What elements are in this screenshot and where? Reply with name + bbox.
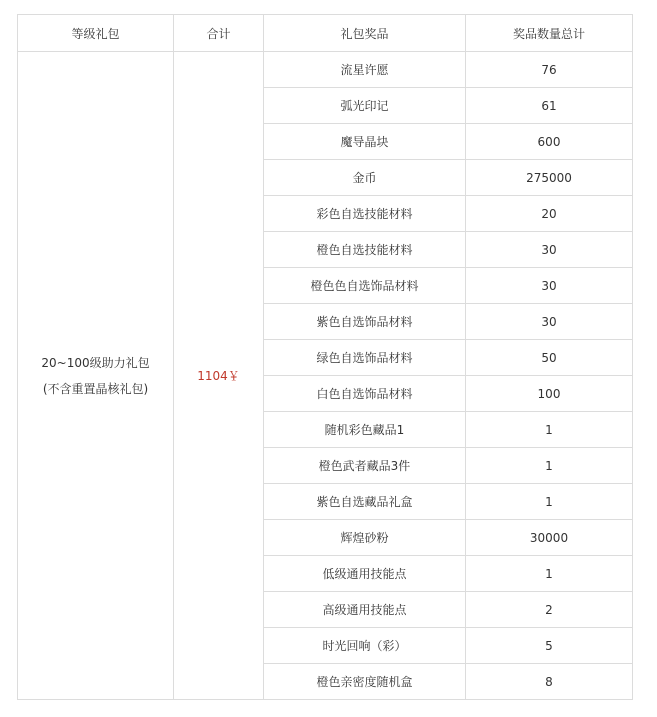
item-name: 紫色自选饰品材料 xyxy=(264,304,466,340)
pack-name: 20~100级助力礼包 xyxy=(41,355,150,370)
item-quantity: 2 xyxy=(466,592,633,628)
header-pack-items: 礼包奖品 xyxy=(264,15,466,52)
item-quantity: 100 xyxy=(466,376,633,412)
item-name: 时光回响（彩） xyxy=(264,628,466,664)
item-name: 低级通用技能点 xyxy=(264,556,466,592)
pack-name-note: (不含重置晶核礼包) xyxy=(42,381,149,396)
item-quantity: 1 xyxy=(466,448,633,484)
header-item-quantity: 奖品数量总计 xyxy=(466,15,633,52)
item-quantity: 30 xyxy=(466,268,633,304)
item-name: 橙色色自选饰品材料 xyxy=(264,268,466,304)
item-name: 金币 xyxy=(264,160,466,196)
item-name: 白色自选饰品材料 xyxy=(264,376,466,412)
item-quantity: 5 xyxy=(466,628,633,664)
item-quantity: 30 xyxy=(466,304,633,340)
item-quantity: 76 xyxy=(466,52,633,88)
item-name: 辉煌砂粉 xyxy=(264,520,466,556)
item-name: 彩色自选技能材料 xyxy=(264,196,466,232)
item-quantity: 50 xyxy=(466,340,633,376)
item-name: 橙色亲密度随机盒 xyxy=(264,664,466,700)
pack-name-cell xyxy=(18,52,174,700)
item-name: 紫色自选藏品礼盒 xyxy=(264,484,466,520)
item-name: 魔导晶块 xyxy=(264,124,466,160)
gift-pack-table-container xyxy=(17,14,633,700)
item-name: 橙色武者藏品3件 xyxy=(264,448,466,484)
header-total: 合计 xyxy=(174,15,264,52)
item-name: 橙色自选技能材料 xyxy=(264,232,466,268)
item-quantity: 600 xyxy=(466,124,633,160)
gift-pack-table xyxy=(17,14,633,700)
item-quantity: 8 xyxy=(466,664,633,700)
item-quantity: 20 xyxy=(466,196,633,232)
pack-total-price: 1104￥ xyxy=(174,52,264,700)
item-quantity: 275000 xyxy=(466,160,633,196)
item-quantity: 1 xyxy=(466,484,633,520)
item-quantity: 1 xyxy=(466,556,633,592)
item-name: 高级通用技能点 xyxy=(264,592,466,628)
item-quantity: 30000 xyxy=(466,520,633,556)
table-body xyxy=(18,52,633,700)
item-name: 弧光印记 xyxy=(264,88,466,124)
item-quantity: 61 xyxy=(466,88,633,124)
header-level-pack: 等级礼包 xyxy=(18,15,174,52)
table-row xyxy=(18,52,633,88)
item-quantity: 1 xyxy=(466,412,633,448)
item-name: 随机彩色藏品1 xyxy=(264,412,466,448)
item-name: 绿色自选饰品材料 xyxy=(264,340,466,376)
item-name: 流星许愿 xyxy=(264,52,466,88)
item-quantity: 30 xyxy=(466,232,633,268)
table-header-row xyxy=(18,15,633,52)
